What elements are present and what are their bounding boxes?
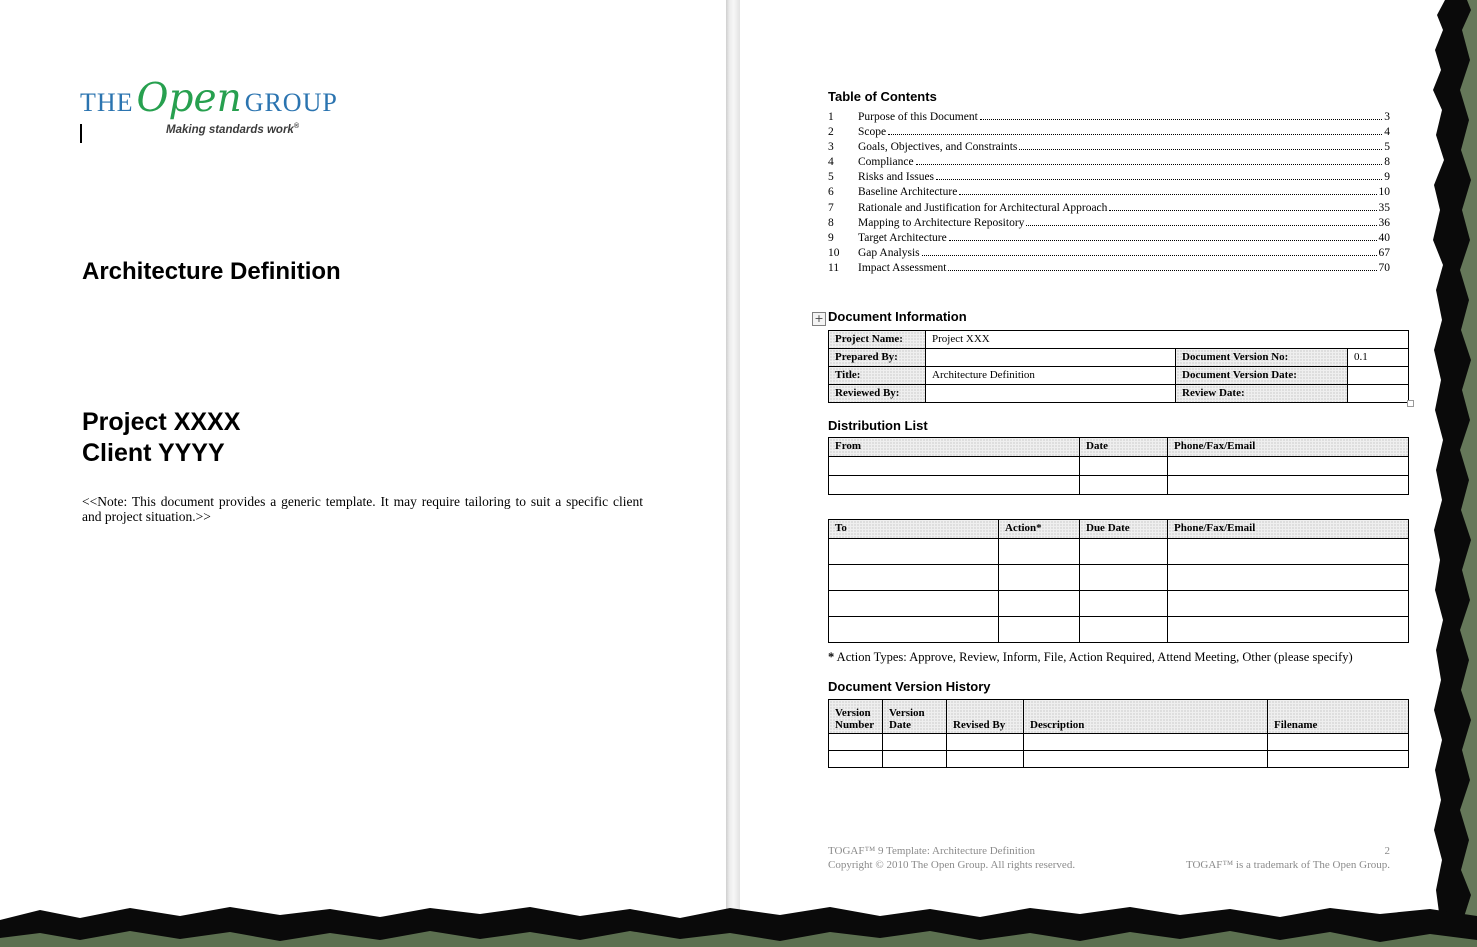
page-cover	[0, 0, 726, 947]
logo-tagline: Making standards work®	[166, 123, 299, 136]
table-row	[829, 565, 1409, 591]
distribution-list-heading: Distribution List	[828, 418, 928, 433]
table-row	[829, 617, 1409, 643]
toc-entry[interactable]: 5 Risks and Issues 9	[828, 171, 1390, 184]
footer-page-number: 2	[1384, 845, 1390, 857]
table-row	[829, 476, 1409, 495]
table-header-row: To Action* Due Date Phone/Fax/Email	[829, 520, 1409, 539]
toc-entry[interactable]: 11 Impact Assessment 70	[828, 261, 1390, 274]
logo-word-the: THE	[80, 88, 134, 117]
table-row	[829, 539, 1409, 565]
dot-leader	[948, 270, 1376, 271]
distribution-from-table[interactable]	[828, 437, 1409, 495]
project-line: Project XXXX	[82, 408, 241, 436]
open-group-logo	[80, 76, 338, 121]
dot-leader	[1109, 210, 1376, 211]
table-row: Reviewed By: Review Date:	[829, 385, 1409, 403]
footer-copyright: Copyright © 2010 The Open Group. All rights reserved.	[828, 859, 1076, 871]
dot-leader	[922, 255, 1377, 256]
text-cursor	[80, 124, 82, 143]
logo-word-group: GROUP	[244, 88, 338, 117]
distribution-to-table[interactable]	[828, 519, 1409, 643]
toc-entry[interactable]: 6 Baseline Architecture 10	[828, 186, 1390, 199]
table-of-contents	[828, 89, 1390, 277]
toc-entry[interactable]: 1 Purpose of this Document 3	[828, 111, 1390, 123]
footer-template-name: TOGAF™ 9 Template: Architecture Definition	[828, 845, 1035, 857]
toc-entry[interactable]: 10 Gap Analysis 67	[828, 246, 1390, 259]
dot-leader	[949, 240, 1377, 241]
toc-entry[interactable]: 3 Goals, Objectives, and Constraints 5	[828, 141, 1390, 154]
table-row	[829, 457, 1409, 476]
table-row	[829, 591, 1409, 617]
document-title: Architecture Definition	[82, 258, 341, 285]
toc-entry[interactable]: 2 Scope 4	[828, 126, 1390, 139]
table-move-handle-icon[interactable]: +	[812, 312, 826, 326]
logo-word-open: Open	[136, 76, 242, 121]
toc-entry[interactable]: 9 Target Architecture 40	[828, 231, 1390, 244]
toc-entry[interactable]: 4 Compliance 8	[828, 156, 1390, 169]
table-row: Title: Architecture Definition Document Version Date:	[829, 367, 1409, 385]
document-subtitle	[82, 407, 240, 469]
table-header-row: Version Number Version Date Revised By Description Filename	[829, 700, 1409, 734]
version-history-table[interactable]	[828, 699, 1409, 768]
toc-entry[interactable]: 8 Mapping to Architecture Repository 36	[828, 216, 1390, 229]
table-resize-handle[interactable]	[1407, 400, 1414, 407]
dot-leader	[1019, 149, 1382, 150]
page-footer	[828, 844, 1390, 872]
document-information-table[interactable]	[828, 330, 1409, 403]
page-contents	[740, 0, 1477, 947]
template-note: <<Note: This document provides a generic template. It may require tailoring to suit a specific client and project situation.>>	[82, 494, 643, 524]
table-header-row: From Date Phone/Fax/Email	[829, 438, 1409, 457]
table-row: Project Name: Project XXX	[829, 331, 1409, 349]
dot-leader	[980, 119, 1382, 120]
dot-leader	[959, 194, 1376, 195]
page-gap-divider	[726, 0, 740, 947]
document-information-heading: Document Information	[828, 309, 967, 324]
toc-heading: Table of Contents	[828, 89, 937, 104]
asterisk-marker: *	[828, 650, 835, 664]
action-types-note: * Action Types: Approve, Review, Inform, File, Action Required, Attend Meeting, Other (please specify)	[828, 650, 1353, 664]
version-history-heading: Document Version History	[828, 679, 991, 694]
table-row	[829, 751, 1409, 768]
toc-list	[828, 111, 1390, 277]
toc-entry[interactable]: 7 Rationale and Justification for Architectural Approach 35	[828, 201, 1390, 214]
dot-leader	[916, 164, 1383, 165]
client-line: Client YYYY	[82, 439, 225, 467]
table-row	[829, 734, 1409, 751]
footer-trademark: TOGAF™ is a trademark of The Open Group.	[1185, 859, 1390, 871]
table-row: Prepared By: Document Version No: 0.1	[829, 349, 1409, 367]
dot-leader	[1026, 225, 1376, 226]
dot-leader	[888, 134, 1382, 135]
dot-leader	[936, 179, 1382, 180]
registered-mark: ®	[293, 123, 299, 130]
